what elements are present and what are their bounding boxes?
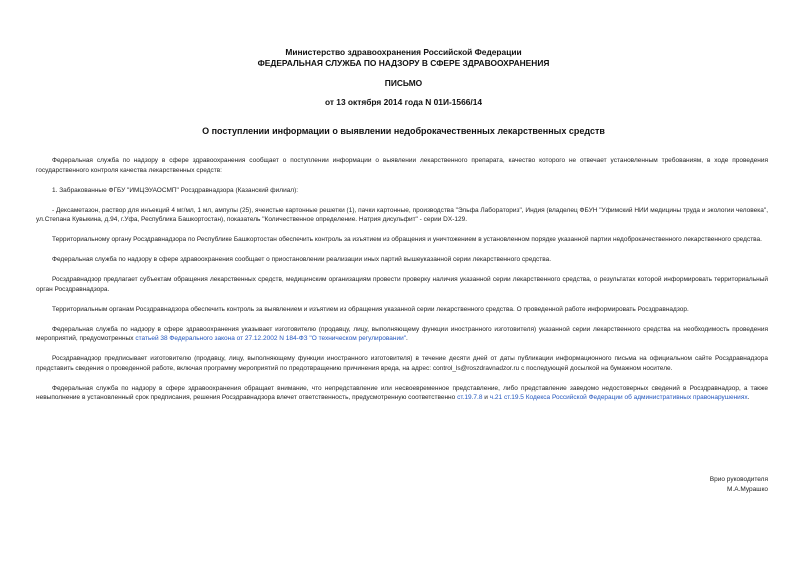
paragraph-rejected-by: 1. Забракованные ФГБУ "ИМЦЭУАОСМП" Росздравнадзора (Казанский филиал): [52,186,299,194]
paragraph-territorial-control: Территориальным органам Росздравнадзора обеспечить контроль за выявлением и изъятием из обращения указанной серии лекарственного средства. О проведенной работе информировать Росздравнадзор. [52,305,689,313]
paragraph-text: . [747,394,750,401]
code-link-article-19-7-8[interactable]: ст.19.7.8 [457,394,483,401]
paragraph-text: и [482,394,490,401]
paragraph-manufacturer-measures [36,325,768,344]
signature-block [710,475,768,495]
service-name: ФЕДЕРАЛЬНАЯ СЛУЖБА ПО НАДЗОРУ В СФЕРЕ ЗДРАВООХРАНЕНИЯ [257,58,550,68]
law-link-article-38[interactable]: статьей 38 Федерального закона от 27.12.2002 N 184-ФЗ "О техническом регулировании" [135,335,407,342]
ministry-name: Министерство здравоохранения Российской Федерации [285,47,522,57]
document-date-number: от 13 октября 2014 года N 01И-1566/14 [324,97,483,107]
paragraph-drug-details: - Дексаметазон, раствор для инъекций 4 мг/мл, 1 мл, ампулы (25), ячеистые картонные решетки (1), пачки картонные, производства "Эльфа Лабораториз", Индия (владелец ФБУН "Уфимский НИИ медицины труда и экологии человека", ул.Степана Кувыкина, д.94, г.Уфа, Республика Башкортостан), показатель "Количественное определение. Натрия дисульфит" - серии DX-129. [36,206,768,223]
document-body [36,156,768,413]
document-title: О поступлении информации о выявлении недоброкачественных лекарственных средств [202,126,605,136]
paragraph-intro: Федеральная служба по надзору в сфере здравоохранения сообщает о поступлении информации о выявлении лекарственного препарата, качество которого не отвечает установленным требованиям, в ходе проведения государственного контроля качества лекарственных средств: [36,157,768,174]
paragraph-responsibility [36,384,768,403]
code-link-article-19-5[interactable]: ч.21 ст.19.5 Кодекса Российской Федерации об административных правонарушениях [489,394,748,401]
paragraph-text: Федеральная служба по надзору в сфере здравоохранения обращает внимание, что непредставление или несвоевременное представление, либо представление заведомо недостоверных сведений в Росздравнадзор, а также невыполнение в установленный срок предписания, решения Росздравнадзора влечет ответственность, предусмотренную соответственно [36,384,768,401]
paragraph-suspension: Федеральная служба по надзору в сфере здравоохранения сообщает о приостановлении реализации иных партий вышеуказанной серии лекарственного средства. [52,256,552,263]
signatory-name: М.А.Мурашко [726,486,768,493]
paragraph-territorial-bashkortostan: Территориальному органу Росздравнадзора по Республике Башкортостан обеспечить контроль за изъятием из обращения и уничтожением в установленном порядке указанной партии недоброкачественного лекарственного средства. [52,236,762,243]
paragraph-text: Федеральная служба по надзору в сфере здравоохранения указывает изготовителю (продавцу, лицу, выполняющему функции иностранного изготовителя) указанной серии лекарственного средства на необходимость проведения мероприятий, предусмотренных [36,325,768,342]
paragraph-text: . [406,335,408,342]
document-type: ПИСЬМО [384,78,423,88]
paragraph-check-proposal: Росздравнадзор предлагает субъектам обращения лекарственных средств, медицинским организациям провести проверку наличия указанной серии лекарственного средства, о результатах которой информировать территориальный орган Росздравнадзора. [36,276,768,293]
paragraph-prescription: Росздравнадзор предписывает изготовителю (продавцу, лицу, выполняющему функции иностранного изготовителя) в течение десяти дней от даты публикации информационного письма на официальном сайте Росздравнадзора представить сведения о проведенной работе, включая программу мероприятий по предотвращению причинения вреда, на адрес: control_ls@roszdravnadzor.ru с последующей досылкой на бумажном носителе. [36,355,768,372]
signatory-position: Врио руководителя [709,476,768,483]
